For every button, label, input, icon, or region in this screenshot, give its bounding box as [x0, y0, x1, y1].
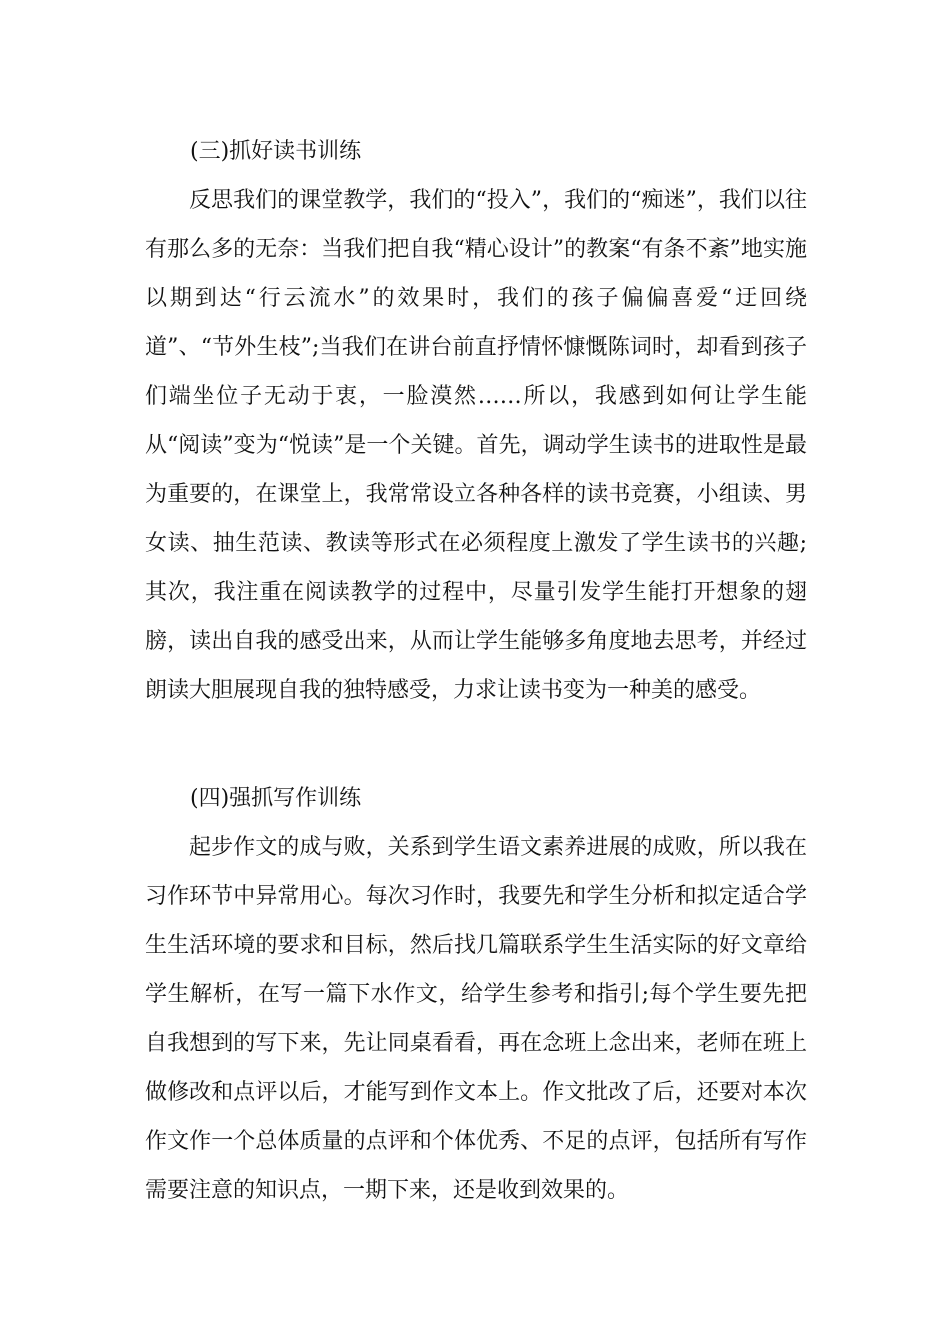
- section-4-body: [145, 823, 807, 1215]
- section-3-paragraph: 反思我们的课堂教学，我们的“投入”，我们的“痴迷”，我们以往有那么多的无奈：当我们把自我“精心设计”的教案“有条不紊”地实施以期到达“行云流水”的效果时，我们的孩子偏偏喜爱“迂回绕道”、“节外生枝”;当我们在讲台前直抒情怀慷慨陈词时，却看到孩子们端坐位子无动于衷，一脸漠然……所以，我感到如何让学生能从“阅读”变为“悦读”是一个关键。首先，调动学生读书的进取性是最为重要的，在课堂上，我常常设立各种各样的读书竞赛，小组读、男女读、抽生范读、教读等形式在必须程度上激发了学生读书的兴趣;其次，我注重在阅读教学的过程中，尽量引发学生能打开想象的翅膀，读出自我的感受出来，从而让学生能够多角度地去思考，并经过朗读大胆展现自我的独特感受，力求让读书变为一种美的感受。: [145, 188, 807, 703]
- section-3-body: [145, 176, 807, 715]
- section-3-heading: (三)抓好读书训练: [190, 139, 362, 164]
- section-4-heading: (四)强抓写作训练: [190, 786, 362, 811]
- section-4-paragraph: 起步作文的成与败，关系到学生语文素养进展的成败，所以我在习作环节中异常用心。每次习作时，我要先和学生分析和拟定适合学生生活环境的要求和目标，然后找几篇联系学生生活实际的好文章给学生解析，在写一篇下水作文，给学生参考和指引;每个学生要先把自我想到的写下来，先让同桌看看，再在念班上念出来，老师在班上做修改和点评以后，才能写到作文本上。作文批改了后，还要对本次作文作一个总体质量的点评和个体优秀、不足的点评，包括所有写作需要注意的知识点，一期下来，还是收到效果的。: [145, 835, 807, 1203]
